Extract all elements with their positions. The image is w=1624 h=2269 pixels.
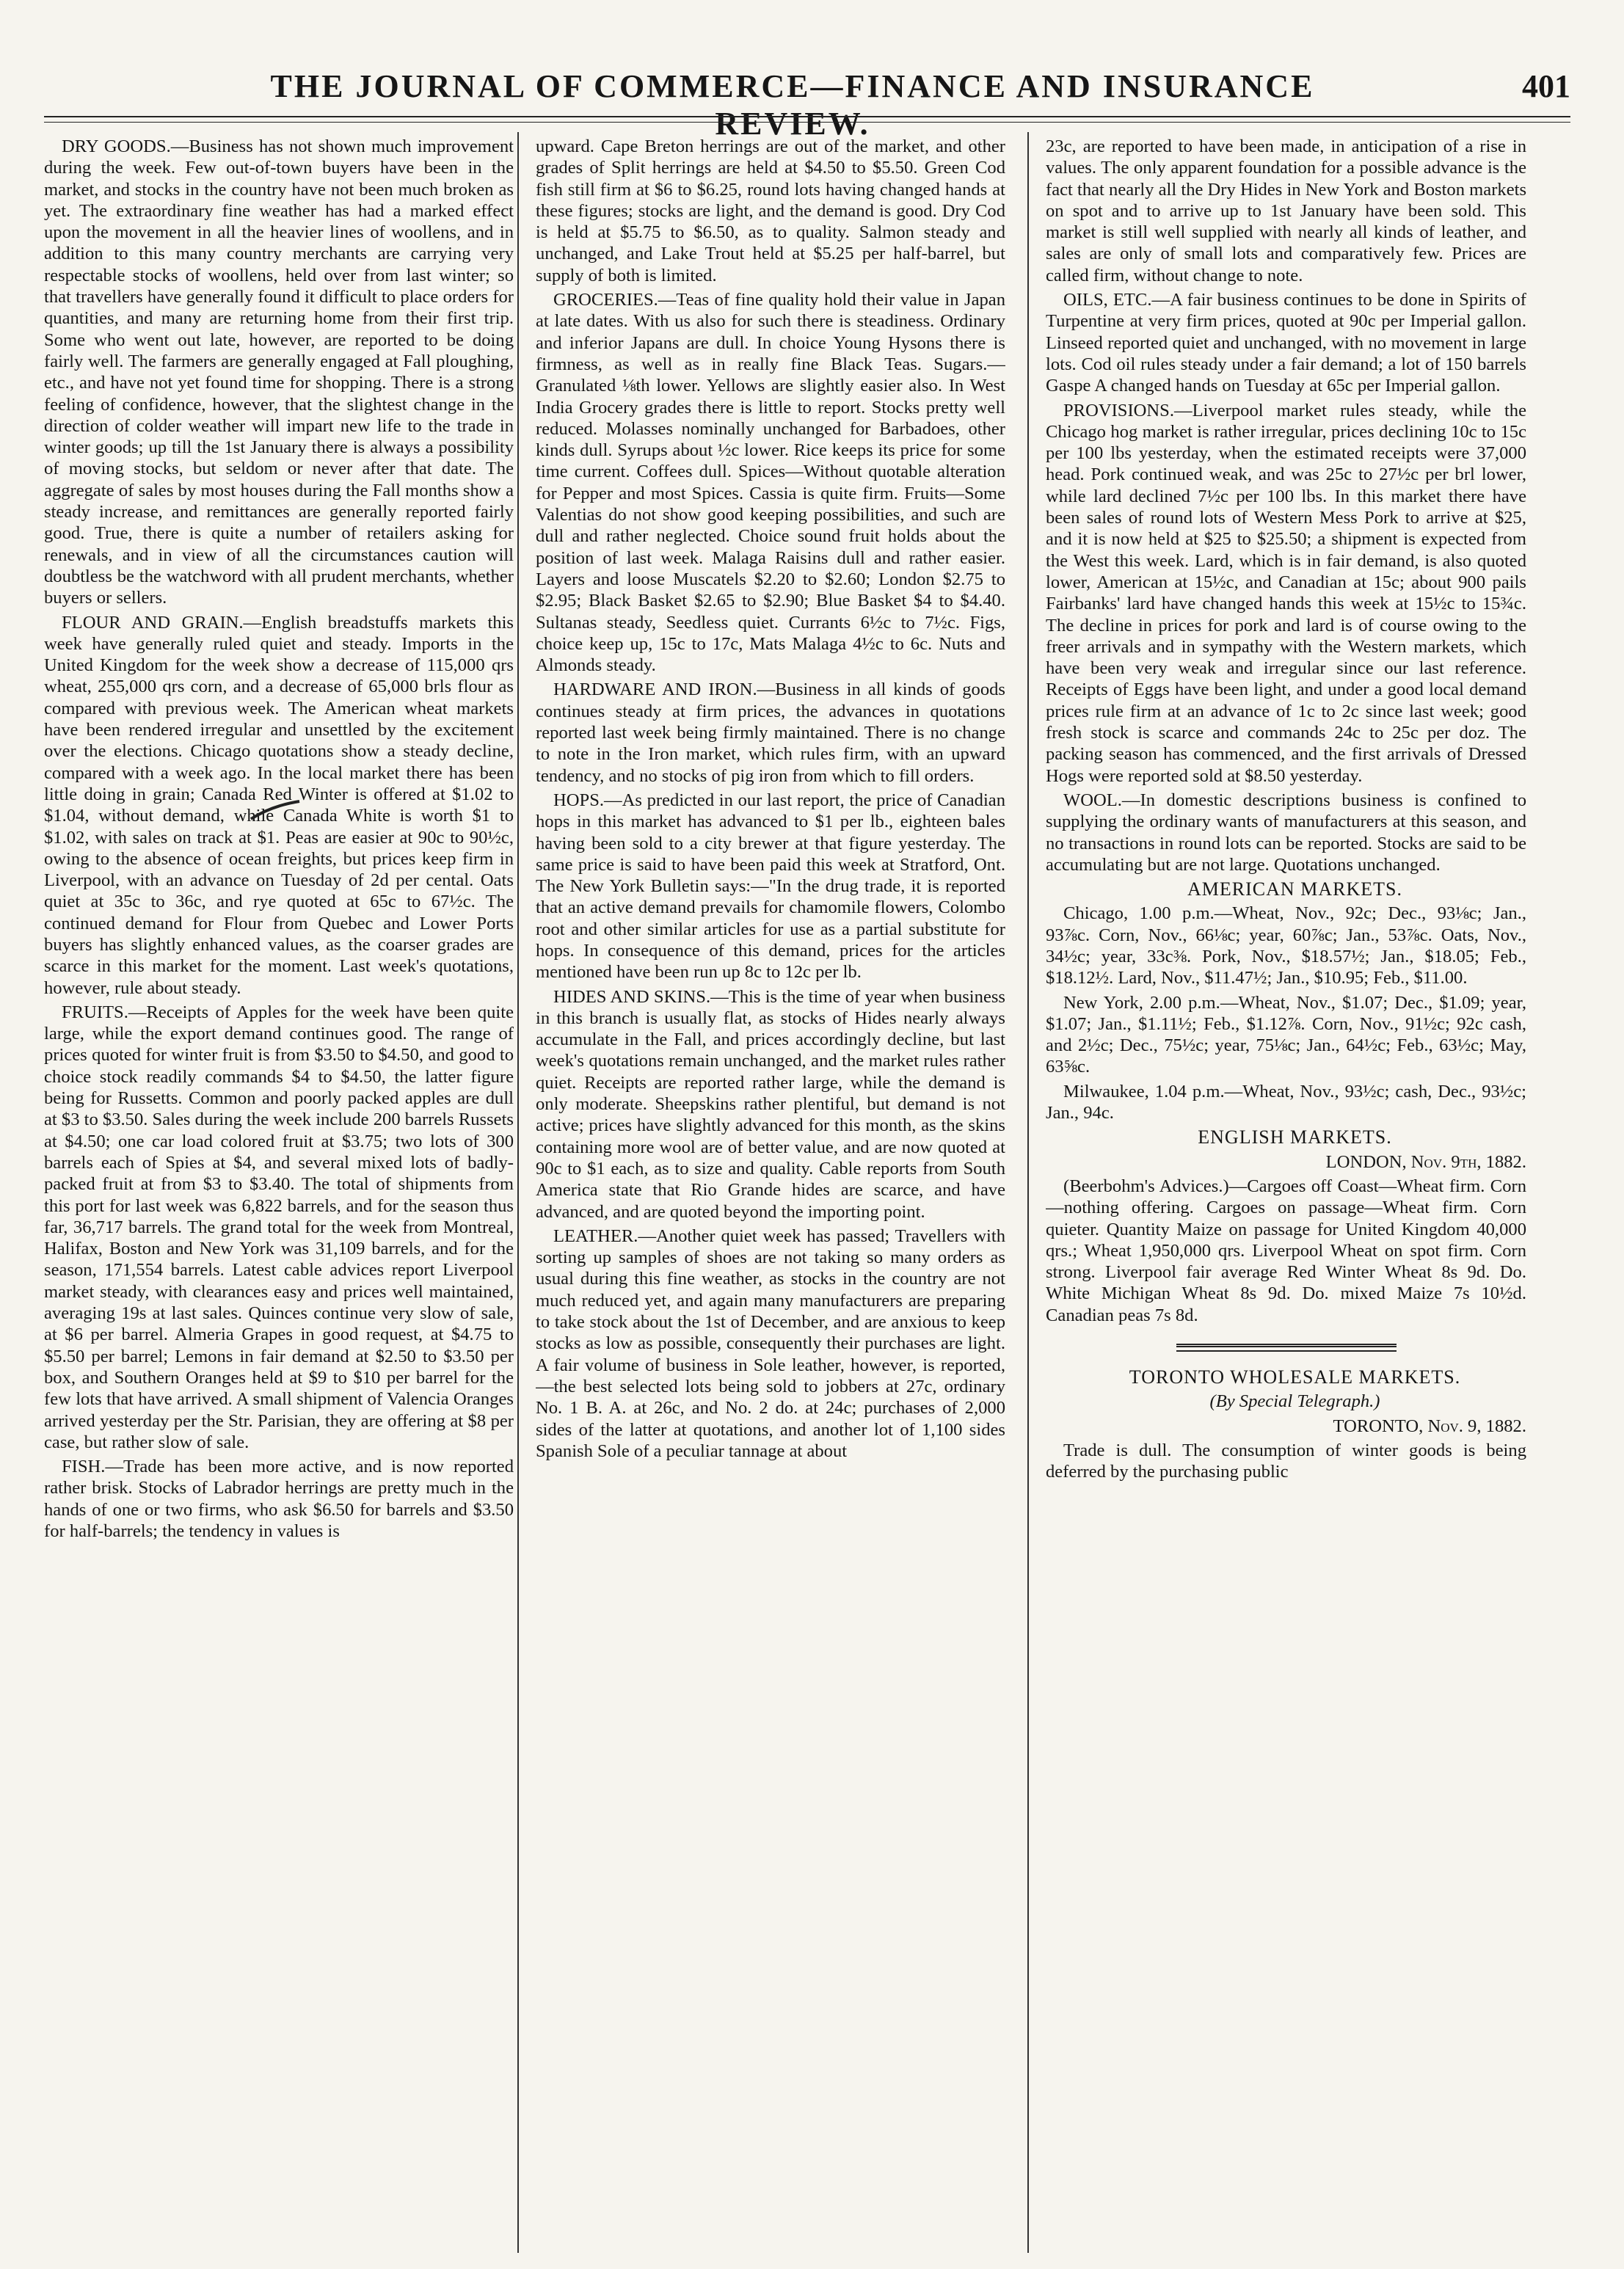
header-rule-thin <box>44 122 1570 123</box>
journal-title: THE JOURNAL OF COMMERCE—FINANCE AND INSURANCE REVIEW. <box>270 68 1315 142</box>
article-hops: HOPS.—As predicted in our last report, the price of Canadian hops in this market has advanced to $1 per lb., eighteen bales having been sold to a city brewer at that figure yesterday. The same price is said to have been paid this week at Stratford, Ont. The New York Bulletin says:—"In the drug trade, it is reported that an active demand prevails for chamomile flowers, Colombo root and other similar articles for use as a partial substitute for hops. In consequence of this demand, prices for the articles mentioned have been run up 8c to 12c per lb. <box>536 790 1005 983</box>
article-hides-and-skins: HIDES AND SKINS.—This is the time of year when business in this branch is usually flat, as stocks of Hides nearly always accumulate in the Fall, and prices accordingly decline, but last week's quotations remain unchanged, and the market rules rather quiet. Receipts are reported rather large, while the demand is only moderate. Sheepskins rather plentiful, but demand is not active; prices have slightly advanced for this month, as the skins containing more wool are of better value, and are now quoted at 90c to $1 each, as to size and quality. Cable reports from South America state that Rio Grande hides are scarce, and have advanced, and are quoted beyond the importing point. <box>536 986 1005 1222</box>
toronto-markets-heading: TORONTO WHOLESALE MARKETS. <box>1129 1366 1461 1388</box>
article-wool: WOOL.—In domestic descriptions business is confined to supplying the ordinary wants of manufacturers at this season, and no transactions in round lots can be reported. Stocks are said to be accumulating but are not large. Quotations unchanged. <box>1046 790 1526 875</box>
column-3 <box>1046 136 1526 2249</box>
article-dry-goods: DRY GOODS.—Business has not shown much improvement during the week. Few out-of-town buyers have been in the market, and stocks in the country have not been much broken as yet. The extraordinary fine weather has had a marked effect upon the movement in all the heavier lines of woollens, and in addition to this many country merchants are carrying very respectable stocks of woollens, held over from last winter; so that travellers have generally found it difficult to place orders for quantities, and many are returning home from their first trip. Some who went out late, however, are reported to be doing fairly well. The farmers are generally engaged at Fall ploughing, etc., and have not yet found time for shopping. There is a strong feeling of confidence, however, that the slightest change in the direction of colder weather will impart new life to the trade in winter goods; up till the 1st January there is always a possibility of moving stocks, but seldom or never after that date. The aggregate of sales by most houses during the Fall months show a steady increase, and remittances are generally reported fairly good. True, there is quite a number of retailers asking for renewals, and in view of all the circumstances caution will doubtless be the watchword with all prudent merchants, whether buyers or sellers. <box>44 136 514 608</box>
toronto-markets-dateline: TORONTO, Nov. 9, 1882. <box>1333 1416 1526 1436</box>
article-oils: OILS, ETC.—A fair business continues to be done in Spirits of Turpentine at very firm prices, quoted at 90c per Imperial gallon. Linseed reported quiet and unchanged, with no movement in large lots. Cod oil rules steady under a fair demand; a lot of 150 barrels Gaspe A changed hands on Tuesday at 65c per Imperial gallon. <box>1046 290 1526 396</box>
article-fish-continued: upward. Cape Breton herrings are out of the market, and other grades of Split herrings are held at $4.50 to $5.50. Green Cod fish still firm at $6 to $6.25, round lots having changed hands at these figures; stocks are light, and the demand is good. Dry Cod is held at $5.75 to $6.50, as to quality. Salmon steady and unchanged, and Lake Trout held at $5.25 per half-barrel, but supply of both is limited. <box>536 136 1005 285</box>
page-number: 401 <box>1522 68 1570 104</box>
article-leather: LEATHER.—Another quiet week has passed; Travellers with sorting up samples of shoes are not taking so many orders as usual during this fine weather, as stocks in the country are not much reduced yet, and again many manufacturers are preparing to take stock about the 1st of December, and are anxious to keep stocks as low as possible, consequently their purchases are light. A fair volume of business in Sole leather, however, is reported,—the best selected lots being sold to jobbers at 27c, ordinary No. 1 B. A. at 26c, and No. 2 do. at 24c; purchases of 2,000 sides of the latter at quotations, and another lot of 1,100 sides Spanish Sole of a peculiar tannage at about <box>536 1225 1005 1461</box>
toronto-markets-body: Trade is dull. The consumption of winter goods is being deferred by the purchasing public <box>1046 1440 1526 1482</box>
article-flour-and-grain: FLOUR AND GRAIN.—English breadstuffs markets this week have generally ruled quiet and steady. Imports in the United Kingdom for the week show a decrease of 115,000 qrs wheat, 255,000 qrs corn, and a decrease of 65,000 brls flour as compared with previous week. The American wheat markets have been rendered irregular and unsettled by the excitement over the elections. Chicago quotations show a steady decline, compared with a week ago. In the local market there has been little doing in grain; Canada Red Winter is offered at $1.02 to $1.04, without demand, while Canada White is worth $1 to $1.02, with sales on track at $1. Peas are easier at 90c to 90½c, owing to the absence of ocean freights, but prices keep firm in Liverpool, with an advance on Tuesday of 2d per cental. Oats quiet at 35c to 36c, and rye quoted at 65c to 67½c. The continued demand for Flour from Quebec and Lower Ports buyers has slightly enhanced values, as the coarser grades are scarce in this market for the moment. Last week's quotations, however, rule about steady. <box>44 612 514 998</box>
english-markets-heading: ENGLISH MARKETS. <box>1198 1126 1392 1148</box>
pen-mark-icon <box>250 800 301 822</box>
article-hardware-and-iron: HARDWARE AND IRON.—Business in all kinds of goods continues steady at firm prices, the advances in quotations reported last week being firmly maintained. There is no change to note in the Iron market, which rules firm, with an upward tendency, and no stocks of pig iron from which to fill orders. <box>536 680 1005 786</box>
american-markets-milwaukee: Milwaukee, 1.04 p.m.—Wheat, Nov., 93½c; cash, Dec., 93½c; Jan., 94c. <box>1046 1081 1526 1123</box>
article-groceries: GROCERIES.—Teas of fine quality hold their value in Japan at late dates. With us also for such there is steadiness. Ordinary and inferior Japans are dull. In choice Young Hysons there is firmness, as well as in really fine Black Teas. Sugars.—Granulated ⅛th lower. Yellows are slightly easier also. In West India Grocery grades there is little to report. Stocks pretty well reduced. Molasses nominally unchanged for Barbadoes, other kinds dull. Syrups about ½c lower. Rice keeps its price for some time current. Coffees dull. Spices—Without quotable alteration for Pepper and most Spices. Cassia is quite firm. Fruits—Some Valentias do not show good keeping possibilities, and such are dull and rather neglected. Choice sound fruit holds about the position of last week. Malaga Raisins dull and rather easier. Layers and loose Muscatels $2.20 to $2.60; London $2.75 to $2.95; Black Basket $2.65 to $2.90; Blue Basket $4 to $4.40. Sultanas steady, Seedless quiet. Currants 6½c to 7½c. Figs, choice keep up, 15c to 17c, Mats Malaga 4½c to 6c. Nuts and Almonds steady. <box>536 290 1005 676</box>
column-1 <box>44 136 514 2249</box>
article-fish: FISH.—Trade has been more active, and is now reported rather brisk. Stocks of Labrador herrings are pretty much in the hands of one or two firms, who ask $6.50 for barrels and $3.50 for half-barrels; the tendency in values is <box>44 1457 514 1541</box>
header-rule <box>44 116 1570 117</box>
toronto-markets-subtitle: (By Special Telegraph.) <box>1209 1391 1380 1412</box>
article-provisions: PROVISIONS.—Liverpool market rules steady, while the Chicago hog market is rather irregular, prices declining 10c to 15c per 100 lbs yesterday, when the estimated receipts were 37,000 head. Pork continued weak, and was 25c to 27½c per brl lower, while lard declined 7½c per 100 lbs. In this market there have been sales of round lots of Western Mess Pork to arrive at $25, and it is now held at $25 to $25.50; a shipment is expected from the West this week. Lard, which is in fair demand, is also quoted lower, American at 15½c, and Canadian at 15c; about 900 pails Fairbanks' lard have changed hands this week at 15½c to 15¾c. The decline in prices for pork and lard is of course owing to the freer arrivals and in sympathy with the Western markets, which have been very weak and irregular since our last reference. Receipts of Eggs have been light, and under a good local demand prices rule firm at an advance of 1c to 2c since last week; good fresh stock is scarce and commands 24c to 25c per doz. The packing season has commenced, and the first arrivals of Dressed Hogs were reported sold at $8.50 yesterday. <box>1046 400 1526 786</box>
column-2 <box>536 136 1005 2249</box>
english-markets-body: (Beerbohm's Advices.)—Cargoes off Coast—Wheat firm. Corn—nothing offering. Cargoes on passage—Wheat firm. Corn quieter. Quantity Maize on passage for United Kingdom 40,000 qrs.; Wheat 1,950,000 qrs. Liverpool Wheat on spot firm. Corn strong. Liverpool fair average Red Winter Wheat 8s 9d. Do. White Michigan Wheat 8s 9d. Do. mixed Maize 7s 10½d. Canadian peas 7s 8d. <box>1046 1176 1526 1325</box>
article-leather-continued: 23c, are reported to have been made, in anticipation of a rise in values. The only apparent foundation for a possible advance is the fact that nearly all the Dry Hides in New York and Boston markets on spot and to arrive up to 1st January have been sold. This market is still well supplied with nearly all kinds of leather, and sales are only of small lots and comparatively few. Prices are called firm, without change to note. <box>1046 136 1526 285</box>
american-markets-heading: AMERICAN MARKETS. <box>1187 878 1402 900</box>
american-markets-new-york: New York, 2.00 p.m.—Wheat, Nov., $1.07; Dec., $1.09; year, $1.07; Jan., $1.11½; Feb., $1.12⅞. Corn, Nov., 91½c; 92c cash, and 2½c; Dec., 75½c; year, 75⅛c; Jan., 64½c; Feb., 63½c; May, 63⅝c. <box>1046 992 1526 1077</box>
american-markets-chicago: Chicago, 1.00 p.m.—Wheat, Nov., 92c; Dec., 93⅛c; Jan., 93⅞c. Corn, Nov., 66⅛c; year, 60⅞c; Jan., 53⅞c. Oats, Nov., 34½c; year, 33c⅜. Pork, Nov., $18.57½; Jan., $18.05; Feb., $18.12½. Lard, Nov., $11.47½; Jan., $10.95; Feb., $11.00. <box>1046 903 1526 988</box>
column-divider <box>1027 132 1029 2253</box>
section-divider <box>1176 1344 1397 1352</box>
article-fruits: FRUITS.—Receipts of Apples for the week have been quite large, while the export demand continues good. The range of prices quoted for winter fruit is from $3.50 to $4.50, and good to choice stock readily commands $4 to $4.50, the latter figure being for Russetts. Common and poorly packed apples are dull at $3 to $3.50. Sales during the week include 200 barrels Russets at $4.50; one car load colored fruit at $3.75; two lots of 300 barrels each of Spies at $4, and several mixed lots of badly-packed fruit at from $3 to $3.40. The total of shipments from this port for last week was 6,822 barrels, and for the season thus far, 36,717 barrels. The grand total for the week from Montreal, Halifax, Boston and New York was 31,109 barrels, and for the season, 171,554 barrels. Latest cable advices report Liverpool market steady, with clearances easy and prices well maintained, averaging 19s at last sales. Quinces continue very slow of sale, at $6 per barrel. Almeria Grapes in good request, at $4.75 to $5.50 per barrel; Lemons in fair demand at $2.50 to $3.50 per box, and Southern Oranges held at $9 to $10 per barrel for the few lots that have arrived. A small shipment of Valencia Oranges arrived yesterday per the Str. Parisian, they are offering at $8 per case, but rather slow of sale. <box>44 1002 514 1452</box>
page-header <box>44 68 1570 142</box>
column-divider <box>517 132 519 2253</box>
english-markets-dateline: LONDON, Nov. 9th, 1882. <box>1325 1151 1526 1172</box>
